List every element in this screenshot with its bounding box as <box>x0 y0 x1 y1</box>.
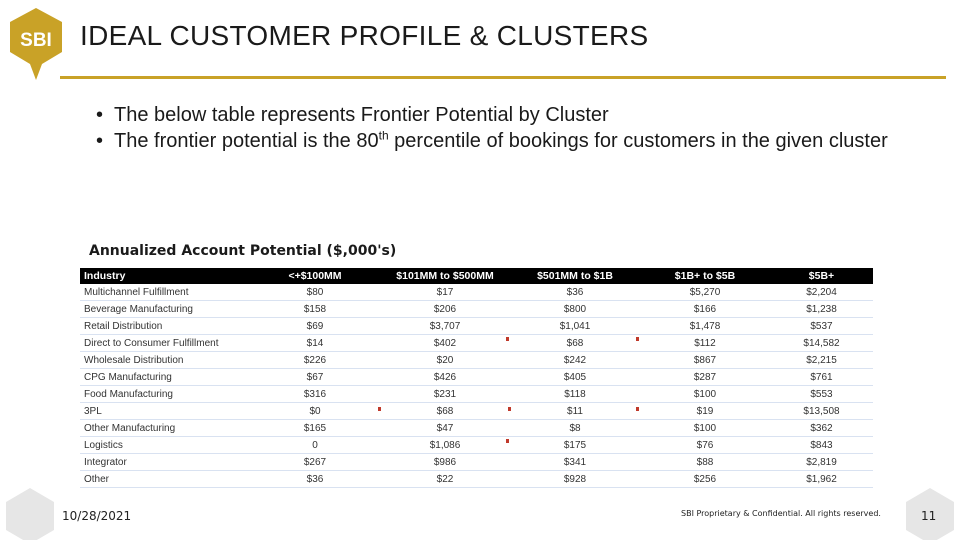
annotation-mark <box>378 407 381 411</box>
bullet-list <box>96 102 896 154</box>
table-row <box>80 335 873 352</box>
value-cell: $1,086 <box>380 437 510 454</box>
value-cell: $80 <box>250 284 380 301</box>
bullet-dot-icon: • <box>96 104 104 126</box>
table-row <box>80 318 873 335</box>
value-cell: $165 <box>250 420 380 437</box>
value-cell: $68 <box>380 403 510 420</box>
table-row <box>80 369 873 386</box>
column-header: $501MM to $1B <box>510 268 640 284</box>
value-cell: $100 <box>640 386 770 403</box>
value-cell: $843 <box>770 437 873 454</box>
value-cell: $14 <box>250 335 380 352</box>
value-cell: $1,962 <box>770 471 873 488</box>
industry-cell: Food Manufacturing <box>80 386 250 403</box>
table-row <box>80 352 873 369</box>
value-cell: $1,478 <box>640 318 770 335</box>
column-header: Industry <box>80 268 250 284</box>
bullet-item <box>96 102 896 128</box>
column-header: $1B+ to $5B <box>640 268 770 284</box>
industry-cell: Other Manufacturing <box>80 420 250 437</box>
industry-cell: CPG Manufacturing <box>80 369 250 386</box>
table-row <box>80 454 873 471</box>
value-cell: $800 <box>510 301 640 318</box>
bullet-text: The below table represents Frontier Potential by Cluster <box>114 104 609 126</box>
value-cell: $1,238 <box>770 301 873 318</box>
value-cell: $1,041 <box>510 318 640 335</box>
annotation-mark <box>508 407 511 411</box>
table-caption: Annualized Account Potential ($,000's) <box>89 243 397 259</box>
value-cell: $2,819 <box>770 454 873 471</box>
value-cell: $100 <box>640 420 770 437</box>
industry-cell: Logistics <box>80 437 250 454</box>
page-title: IDEAL CUSTOMER PROFILE & CLUSTERS <box>80 20 649 51</box>
value-cell: $158 <box>250 301 380 318</box>
value-cell: $761 <box>770 369 873 386</box>
value-cell: $362 <box>770 420 873 437</box>
footer-confidential: SBI Proprietary & Confidential. All rights reserved. <box>681 509 881 518</box>
bullet-dot-icon: • <box>96 130 104 152</box>
logo-text: SBI <box>20 30 52 51</box>
table-row <box>80 403 873 420</box>
value-cell: $68 <box>510 335 640 352</box>
table-row <box>80 420 873 437</box>
value-cell: $13,508 <box>770 403 873 420</box>
value-cell: $242 <box>510 352 640 369</box>
value-cell: $112 <box>640 335 770 352</box>
value-cell: $14,582 <box>770 335 873 352</box>
table-row <box>80 437 873 454</box>
industry-cell: Other <box>80 471 250 488</box>
column-header: <+$100MM <box>250 268 380 284</box>
bullet-text-before: The frontier potential is the 80 <box>114 130 379 152</box>
value-cell: $867 <box>640 352 770 369</box>
value-cell: $316 <box>250 386 380 403</box>
value-cell: $166 <box>640 301 770 318</box>
value-cell: $17 <box>380 284 510 301</box>
annotation-mark <box>636 337 639 341</box>
value-cell: $11 <box>510 403 640 420</box>
value-cell: 0 <box>250 437 380 454</box>
title-divider <box>60 76 946 79</box>
hexagon-decoration-icon <box>0 484 60 540</box>
value-cell: $8 <box>510 420 640 437</box>
column-header: $101MM to $500MM <box>380 268 510 284</box>
potential-table <box>80 268 873 488</box>
industry-cell: Multichannel Fulfillment <box>80 284 250 301</box>
value-cell: $553 <box>770 386 873 403</box>
value-cell: $67 <box>250 369 380 386</box>
value-cell: $20 <box>380 352 510 369</box>
value-cell: $22 <box>380 471 510 488</box>
page-number: 11 <box>921 509 937 523</box>
value-cell: $426 <box>380 369 510 386</box>
table-row <box>80 284 873 301</box>
bullet-text-after: percentile of bookings for customers in the given cluster <box>388 130 888 152</box>
industry-cell: Retail Distribution <box>80 318 250 335</box>
value-cell: $928 <box>510 471 640 488</box>
value-cell: $3,707 <box>380 318 510 335</box>
industry-cell: Wholesale Distribution <box>80 352 250 369</box>
table-row <box>80 301 873 318</box>
industry-cell: Direct to Consumer Fulfillment <box>80 335 250 352</box>
bullet-item <box>96 128 896 154</box>
value-cell: $267 <box>250 454 380 471</box>
value-cell: $175 <box>510 437 640 454</box>
value-cell: $287 <box>640 369 770 386</box>
value-cell: $986 <box>380 454 510 471</box>
value-cell: $36 <box>250 471 380 488</box>
value-cell: $47 <box>380 420 510 437</box>
value-cell: $19 <box>640 403 770 420</box>
annotation-mark <box>506 439 509 443</box>
value-cell: $206 <box>380 301 510 318</box>
value-cell: $341 <box>510 454 640 471</box>
table-row <box>80 471 873 488</box>
annotation-mark <box>636 407 639 411</box>
value-cell: $76 <box>640 437 770 454</box>
column-header: $5B+ <box>770 268 873 284</box>
value-cell: $2,204 <box>770 284 873 301</box>
table-header-row <box>80 268 873 284</box>
value-cell: $256 <box>640 471 770 488</box>
value-cell: $0 <box>250 403 380 420</box>
value-cell: $5,270 <box>640 284 770 301</box>
industry-cell: Integrator <box>80 454 250 471</box>
value-cell: $402 <box>380 335 510 352</box>
value-cell: $69 <box>250 318 380 335</box>
value-cell: $88 <box>640 454 770 471</box>
value-cell: $118 <box>510 386 640 403</box>
value-cell: $537 <box>770 318 873 335</box>
table-row <box>80 386 873 403</box>
bullet-superscript: th <box>378 128 389 143</box>
value-cell: $2,215 <box>770 352 873 369</box>
value-cell: $226 <box>250 352 380 369</box>
value-cell: $36 <box>510 284 640 301</box>
annotation-mark <box>506 337 509 341</box>
value-cell: $405 <box>510 369 640 386</box>
value-cell: $231 <box>380 386 510 403</box>
sbi-logo <box>6 6 66 82</box>
industry-cell: 3PL <box>80 403 250 420</box>
industry-cell: Beverage Manufacturing <box>80 301 250 318</box>
footer-date: 10/28/2021 <box>62 509 132 523</box>
